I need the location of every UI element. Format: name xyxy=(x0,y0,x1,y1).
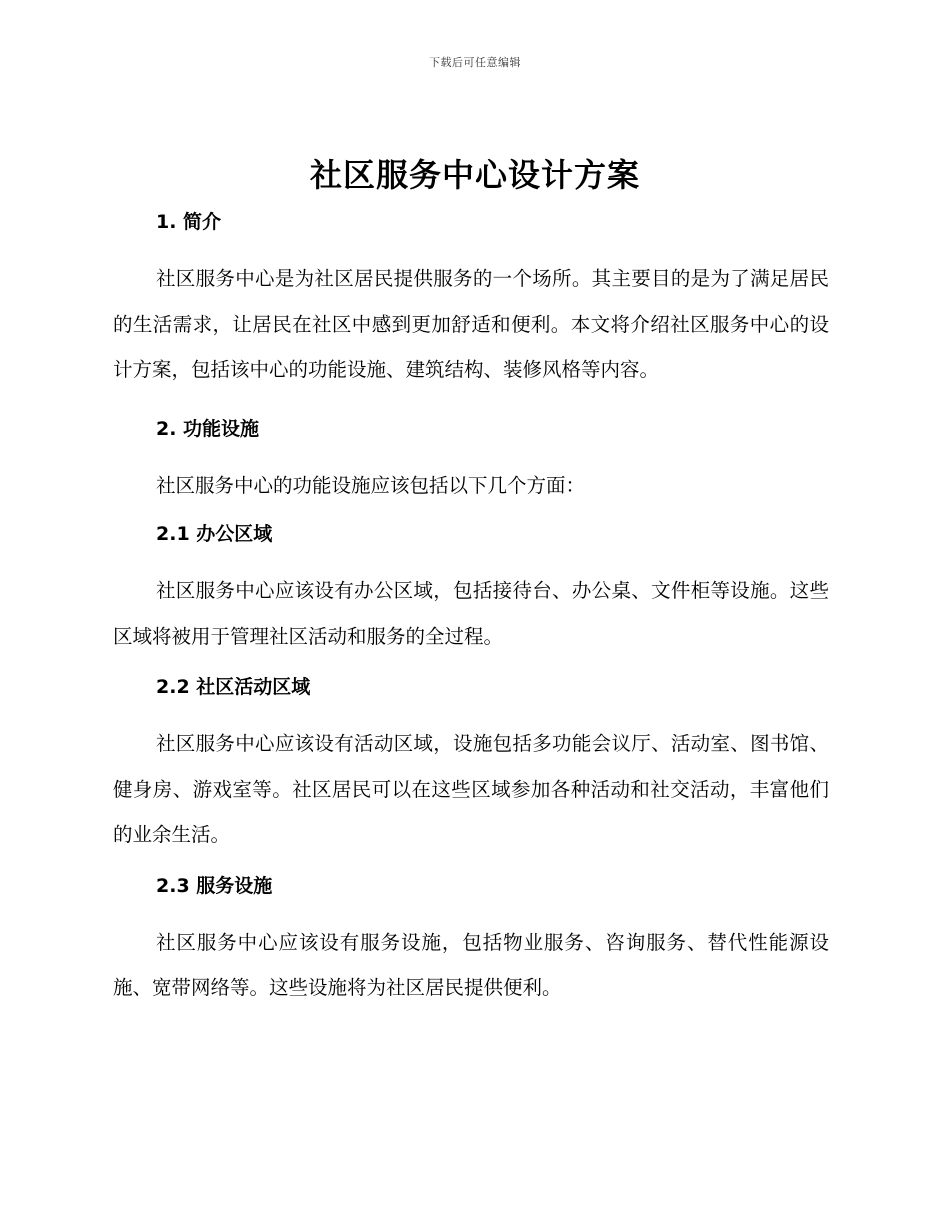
section-heading-activity-area: 2.2 社区活动区域 xyxy=(156,676,311,698)
document-title: 社区服务中心设计方案 xyxy=(309,156,640,194)
section-paragraph-activity-area: 社区服务中心应该设有活动区域，设施包括多功能会议厅、活动室、图书馆、健身房、游戏室等。社区居民可以在这些区域参加各种活动和社交活动，丰富他们的业余生活。 xyxy=(113,732,829,846)
section-paragraph-office-area: 社区服务中心应该设有办公区域，包括接待台、办公桌、文件柜等设施。这些区域将被用于管理社区活动和服务的全过程。 xyxy=(113,579,829,648)
section-heading-facilities: 2. 功能设施 xyxy=(156,417,260,440)
document-body xyxy=(113,200,829,1011)
section-paragraph-intro: 社区服务中心是为社区居民提供服务的一个场所。其主要目的是为了满足居民的生活需求，让居民在社区中感到更加舒适和便利。本文将介绍社区服务中心的设计方案，包括该中心的功能设施、建筑结构、装修风格等内容。 xyxy=(113,267,829,381)
section-heading-service-facilities: 2.3 服务设施 xyxy=(156,874,273,897)
section-paragraph-facilities: 社区服务中心的功能设施应该包括以下几个方面： xyxy=(156,473,586,497)
section-heading-office-area: 2.1 办公区域 xyxy=(156,523,273,545)
header-note: 下载后可任意编辑 xyxy=(429,56,521,69)
section-paragraph-service-facilities: 社区服务中心应该设有服务设施，包括物业服务、咨询服务、替代性能源设施、宽带网络等。这些设施将为社区居民提供便利。 xyxy=(113,930,829,999)
section-heading-intro: 1. 简介 xyxy=(156,211,222,233)
